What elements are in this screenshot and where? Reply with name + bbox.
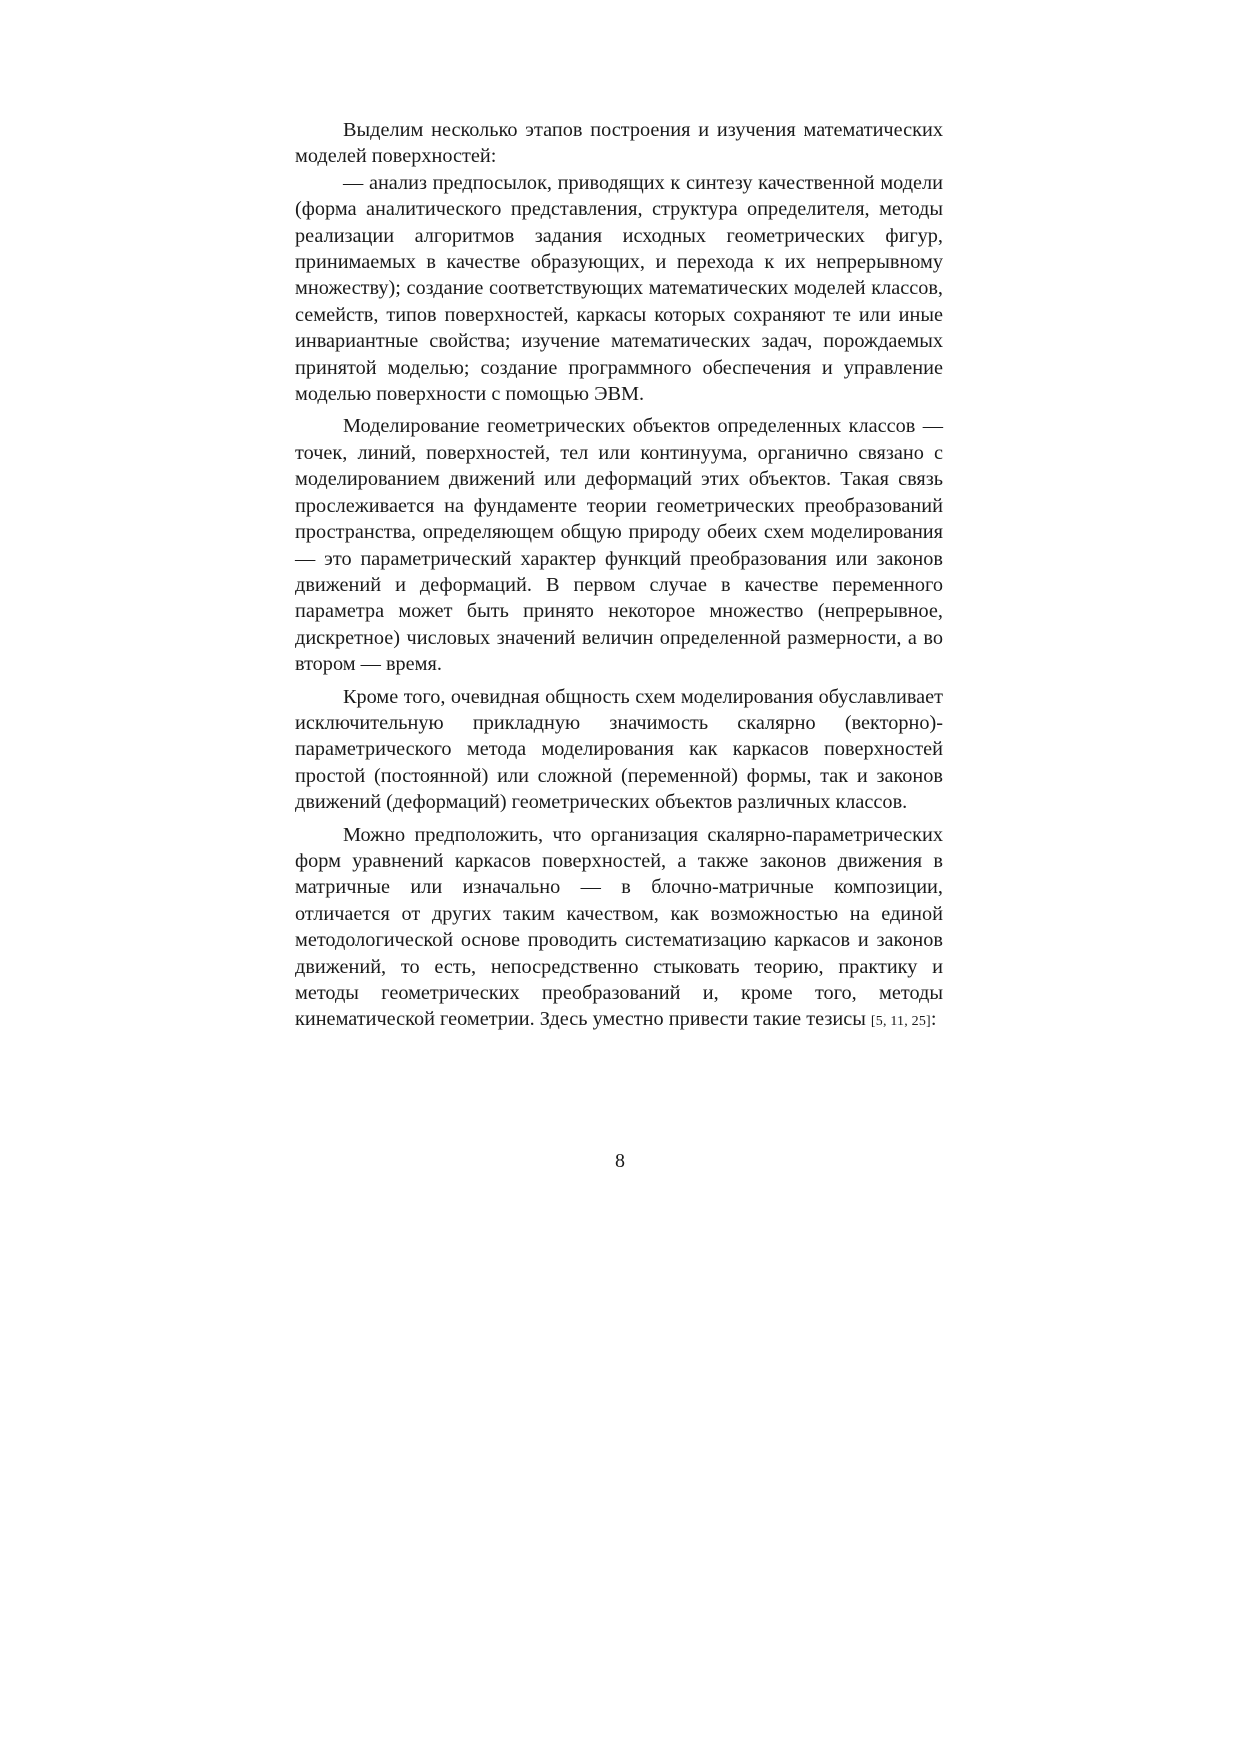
paragraph-list-item: — анализ предпосылок, приводящих к синтезу качественной модели (форма аналитического представления, структура определителя, методы реализации алгоритмов задания исходных геометрических фигур, принимаемых в качестве образующих, и перехода к их непрерывному множеству); создание соответствующих математических моделей классов, семейств, типов поверхностей, каркасы которых сохраняют те или иные инвариантные свойства; изучение математических задач, порождаемых принятой моделью; создание программного обеспечения и управление моделью поверхности с помощью ЭВМ. (295, 171, 943, 406)
citation-reference: [5, 11, 25] (870, 1014, 931, 1030)
paragraph-assumption-text: Можно предположить, что организация скалярно-параметрических форм уравнений каркасов поверхностей, а также законов движения в матричные или изначально — в блочно-матричные композиции, отличается от других таким качеством, как возможностью на единой методологической основе проводить систематизацию каркасов и законов движений, то есть, непосредственно стыковать теорию, практику и методы геометрических преобразований и, кроме того, методы кинематической геометрии. Здесь уместно привести такие тезисы (295, 823, 943, 1031)
paragraph-generality: Кроме того, очевидная общность схем моделирования обуславливает исключительную прикладную значимость скалярно (векторно)-параметрического метода моделирования как каркасов поверхностей простой (постоянной) или сложной (переменной) формы, так и законов движений (деформаций) геометрических объектов различных классов. (295, 685, 943, 814)
paragraph-assumption (295, 822, 943, 1036)
paragraph-intro: Выделим несколько этапов построения и изучения математических моделей поверхностей: (295, 119, 943, 168)
page-number: 8 (615, 1150, 625, 1172)
paragraph-modeling: Моделирование геометрических объектов определенных классов — точек, линий, поверхностей, тел или континуума, органично связано с моделированием движений или деформаций этих объектов. Такая связь прослеживается на фундаменте теории геометрических преобразований пространства, определяющем общую природу обеих схем моделирования — это параметрический характер функций преобразования или законов движений и деформаций. В первом случае в качестве переменного параметра может быть принято некоторое множество (непрерывное, дискретное) числовых значений величин определенной размерности, а во втором — время. (295, 415, 943, 676)
paragraph-assumption-ending: : (930, 1008, 937, 1031)
body-text (295, 117, 943, 1042)
